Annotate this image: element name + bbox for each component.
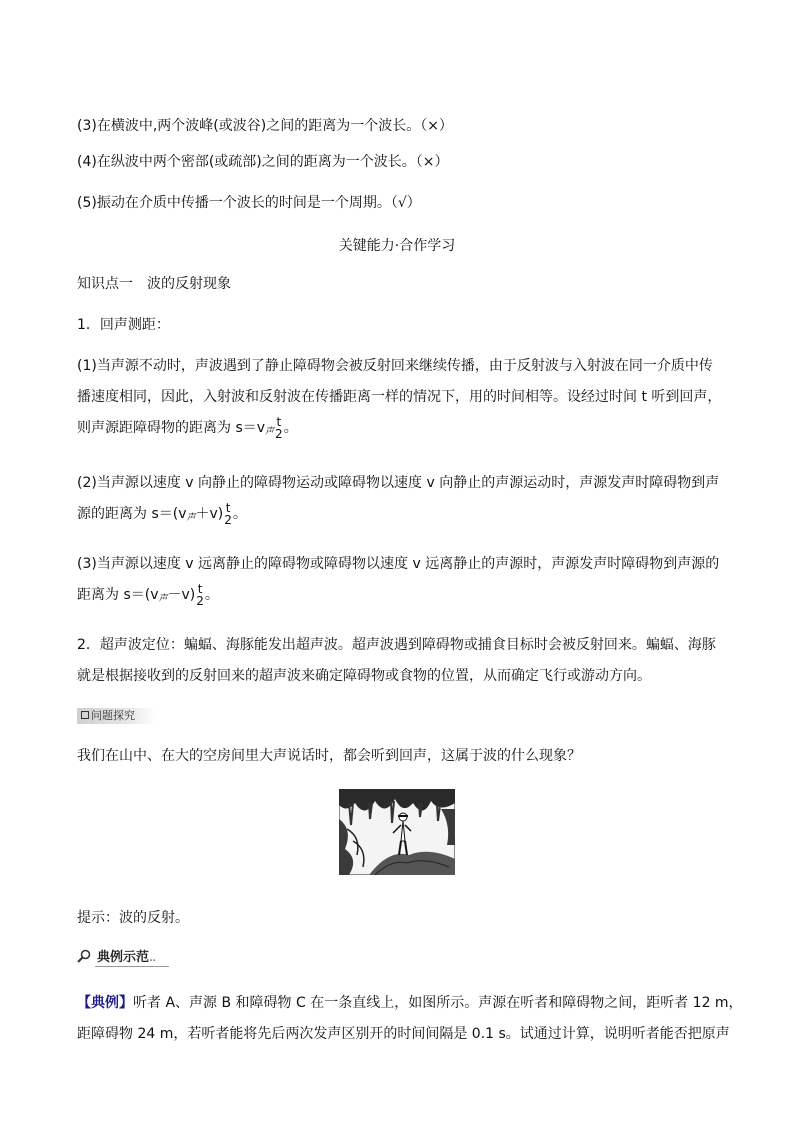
echo-paragraph-1 — [77, 351, 722, 448]
example-line2: 距障碍物 24 m，若听者能将先后两次发声区别开的时间间隔是 0.1 s。试通过计算，说明听者能否把原声 — [77, 1026, 730, 1042]
section-title: 关键能力·合作学习 — [338, 238, 456, 254]
magnifier-icon — [77, 949, 91, 963]
echo-p3-line1: (3)当声源以速度 v 远离静止的障碍物或障碍物以速度 v 远离静止的声源时，声源发声时障碍物到声源的 — [77, 556, 720, 572]
example-badge: 典例示范.. — [77, 949, 155, 967]
echo-p3-line2: 距离为 $s=(v_声-v)$ t 2 。 — [77, 582, 219, 608]
subscript-sound: 声 — [265, 427, 275, 437]
judgment-item-4: (4)在纵波中两个密部(或疏部)之间的距离为一个波长。（×） — [77, 154, 449, 170]
judgment-item-5: (5)振动在介质中传播一个波长的时间是一个周期。（√） — [77, 195, 421, 211]
inquiry-badge: 问题探究 — [77, 708, 155, 724]
echo-p2-line2: 源的距离为 $s=(v_声+v)$ t 2 。 — [77, 501, 247, 527]
ultrasound-line1: 2．超声波定位：蝙蝠、海豚能发出超声波。超声波遇到障碍物或捕食目标时会被反射回来。蝙蝠、海豚 — [77, 637, 716, 653]
ultrasound-paragraph — [77, 630, 722, 692]
badge-underline — [95, 966, 169, 967]
cave-echo-illustration — [339, 789, 455, 875]
echo-p2-line1: (2)当声源以速度 v 向静止的障碍物运动或障碍物以速度 v 向静止的声源运动时，声源发声时障碍物到声 — [77, 475, 720, 491]
echo-heading: 1．回声测距： — [77, 317, 170, 333]
fraction-t-over-2: t 2 — [196, 582, 204, 608]
hint-text: 提示：波的反射。 — [77, 910, 189, 926]
knowledge-point-heading: 知识点一 波的反射现象 — [77, 276, 231, 292]
example-paragraph — [77, 988, 743, 1050]
echo-paragraph-2 — [77, 468, 722, 534]
square-icon — [81, 711, 89, 719]
example-tag: 【典例】 — [77, 995, 133, 1011]
fraction-t-over-2: t 2 — [224, 501, 232, 527]
echo-paragraph-3 — [77, 549, 722, 615]
ultrasound-line2: 就是根据接收到的反射回来的超声波来确定障碍物或食物的位置，从而确定飞行或游动方向。 — [77, 668, 651, 684]
judgment-item-3: (3)在横波中,两个波峰(或波谷)之间的距离为一个波长。（×） — [77, 118, 453, 134]
fraction-t-over-2: t 2 — [275, 415, 283, 441]
inquiry-question: 我们在山中、在大的空房间里大声说话时，都会听到回声，这属于波的什么现象？ — [77, 748, 581, 764]
echo-p1-line3: 则声源距障碍物的距离为 $s=v_声$ t 2 。 — [77, 415, 298, 441]
echo-p1-line2: 播速度相同，因此，入射波和反射波在传播距离一样的情况下，用的时间相等。设经过时间 t 听到回声， — [77, 389, 722, 405]
echo-p1-line1: (1)当声源不动时，声波遇到了静止障碍物会被反射回来继续传播，由于反射波与入射波在同一介质中传 — [77, 358, 713, 374]
example-line1: 【典例】听者 A、声源 B 和障碍物 C 在一条直线上，如图所示。声源在听者和障碍物之间，距听者 12 m， — [77, 995, 743, 1011]
